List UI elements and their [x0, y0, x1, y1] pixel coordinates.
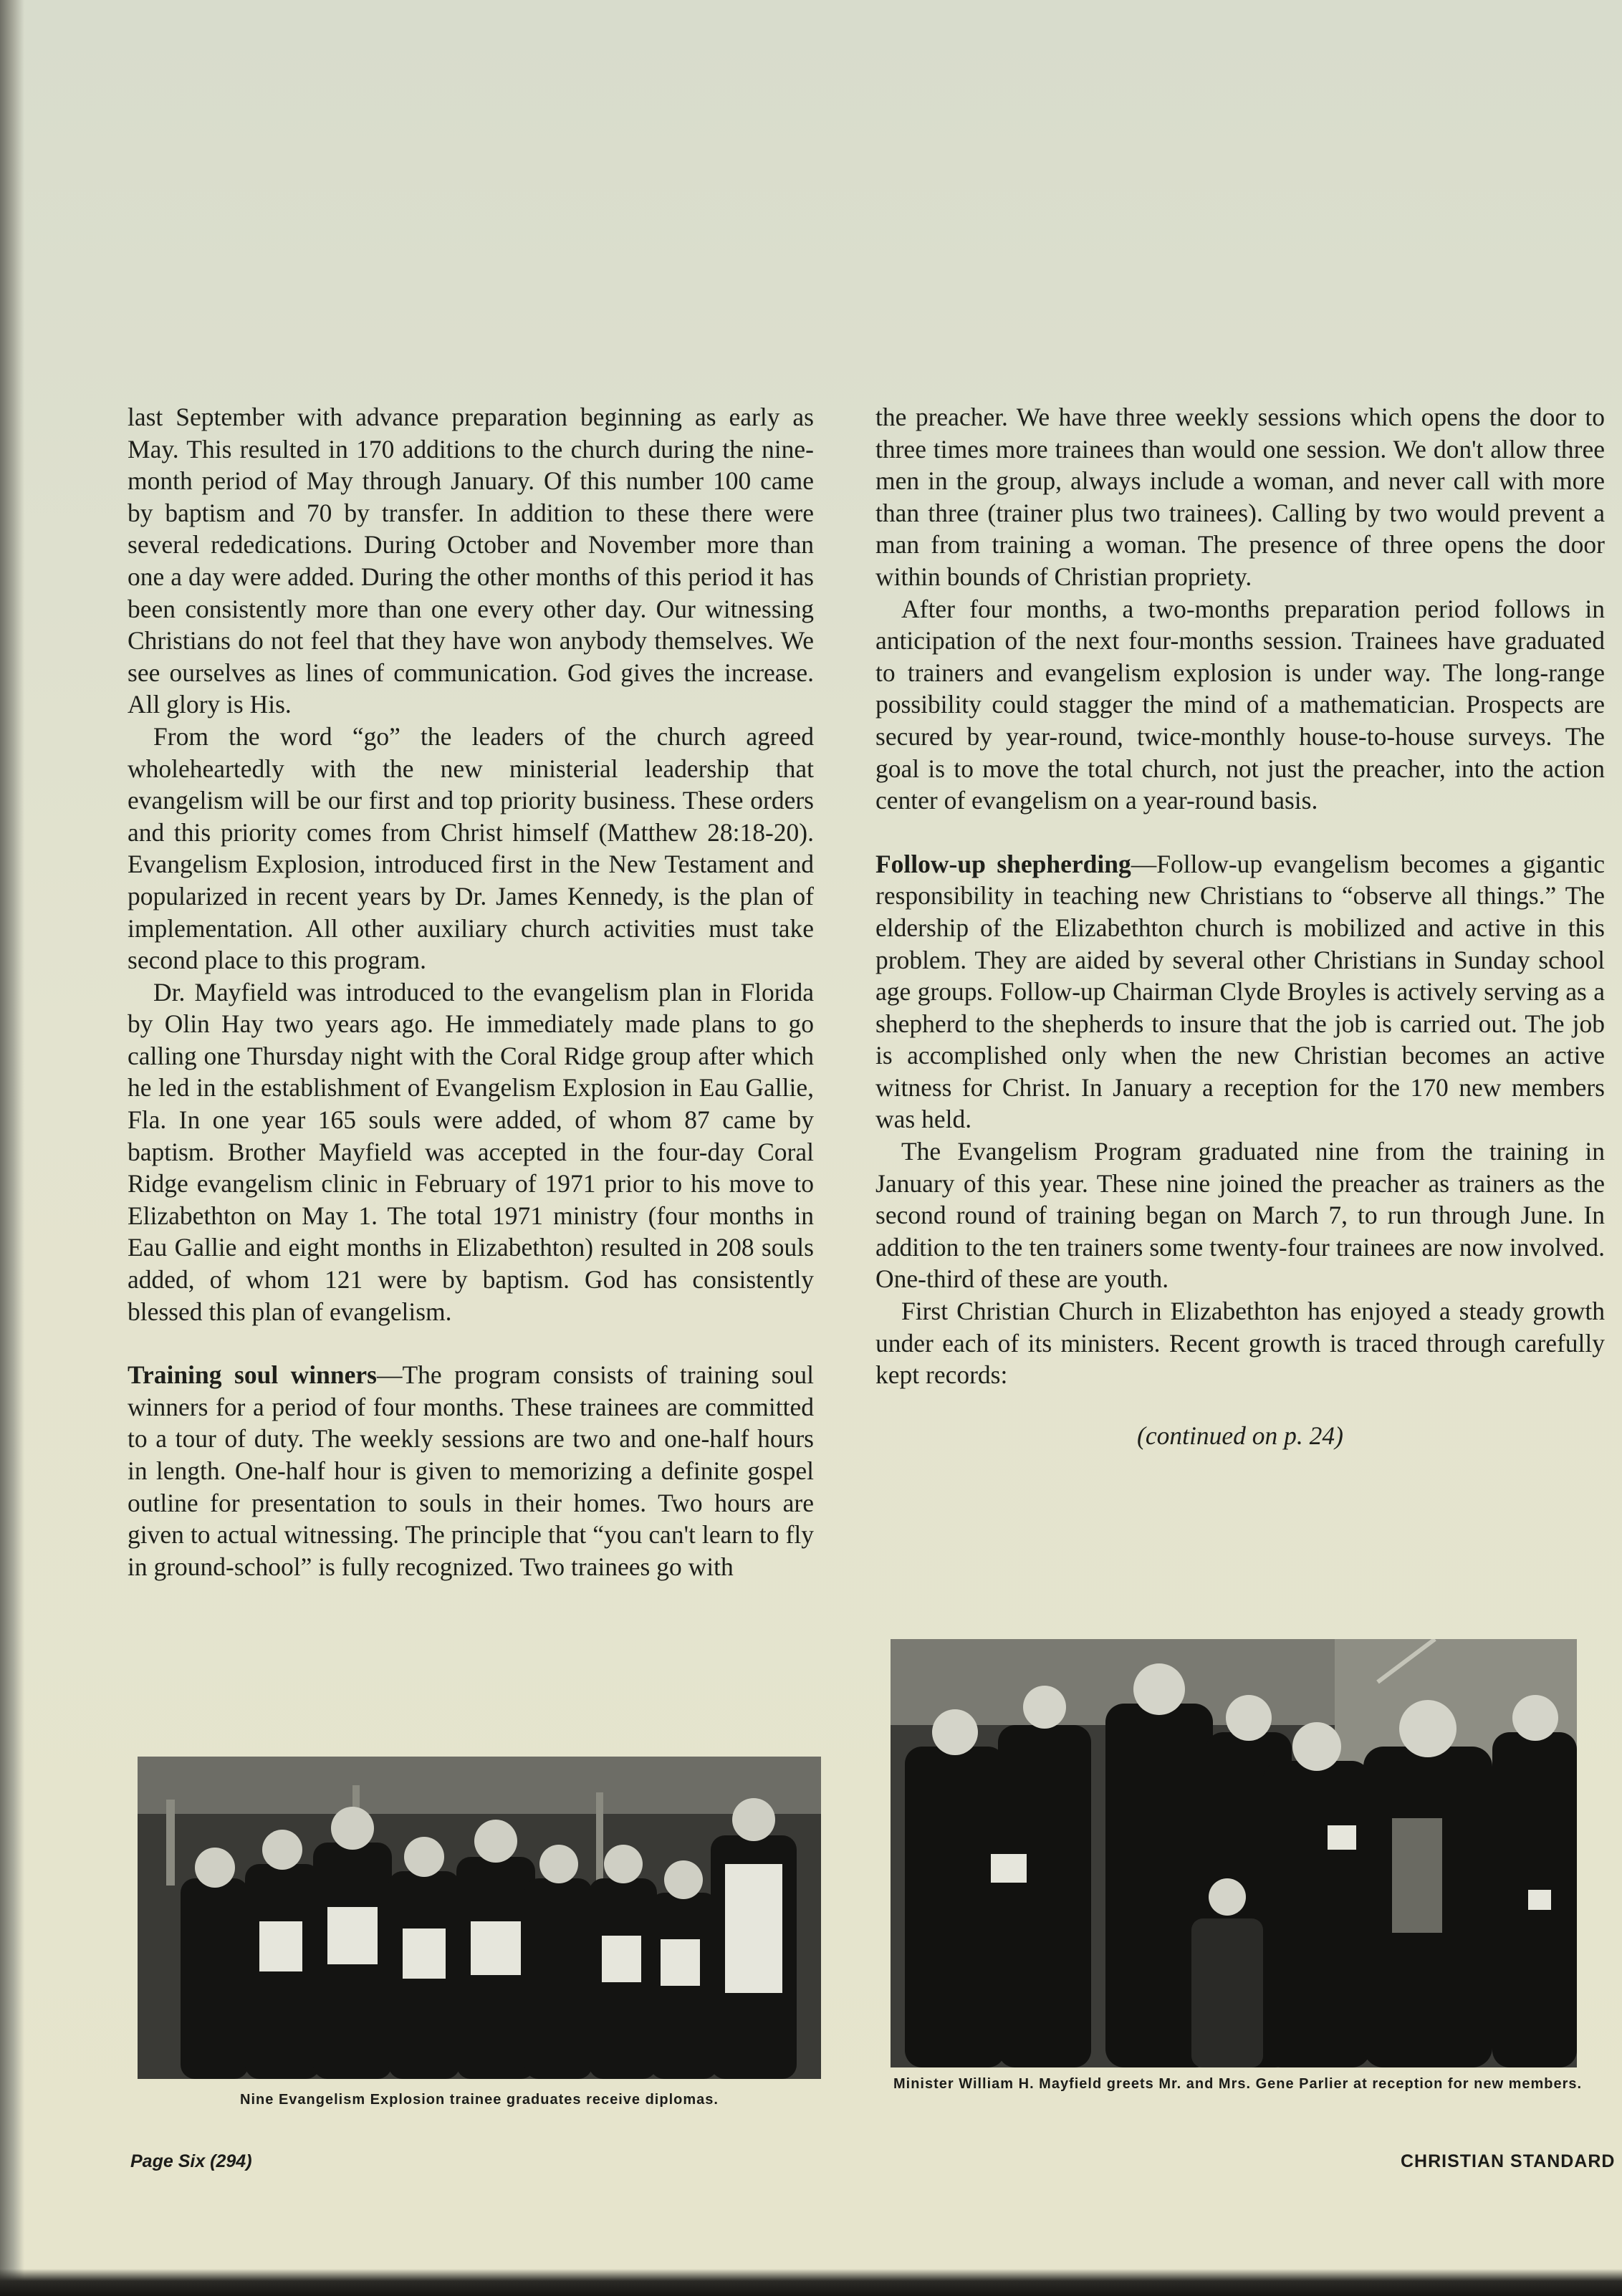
photo-caption: Minister William H. Mayfield greets Mr. and Mrs. Gene Parlier at reception for new members. — [893, 2076, 1583, 2092]
followup-section — [875, 848, 1605, 1135]
paragraph: the preacher. We have three weekly sessions which opens the door to three times more trainees than would one session. We don't allow three men in the group, always include a woman, and never call with more than three (trainer plus two trainees). Calling by two would prevent a man from training a woman. The presence of three opens the door within bounds of Christian propriety. — [875, 403, 1605, 591]
paragraph: Dr. Mayfield was introduced to the evangelism plan in Florida by Olin Hay two years ago. He immediately made plans to go calling one Thursday night with the Coral Ridge group after which he led in the establishment of Evangelism Explosion in Eau Gallie, Fla. In one year 165 souls were added, of whom 87 came by baptism. Brother Mayfield was accepted in the four-day Coral Ridge evangelism clinic in February of 1971 prior to his move to Elizabethton on May 1. The total 1971 ministry (four months in Eau Gallie and eight months in Elizabethton) resulted in 208 souls added, of whom 121 were by baptism. God has consistently blessed this plan of evangelism. — [128, 977, 814, 1326]
section-text: —Follow-up evangelism becomes a gigantic responsibility in teaching new Christians to “observe all things.” The eldership of the Elizabethton church is mobilized and active in this problem. They are aided by several other Christians in Sunday school age groups. Follow-up Chairman Clyde Broyles is actively serving as a shepherd to the shepherds to insure that the job is carried out. The job is accomplished only when the new Christian becomes an active witness for Christ. In January a reception for the 170 new members was held. — [875, 849, 1605, 1134]
graduates-photo — [138, 1757, 821, 2079]
page-edge-shadow — [0, 0, 24, 2296]
publication-name: CHRISTIAN STANDARD — [1401, 2151, 1616, 2171]
right-text-column — [875, 401, 1605, 1451]
continued-note: (continued on p. 24) — [1137, 1421, 1343, 1450]
reception-photo — [891, 1639, 1577, 2067]
page-edge-shadow — [0, 2269, 1622, 2296]
paragraph: last September with advance preparation beginning as early as May. This resulted in 170 additions to the church during the nine-month period of May through January. Of this number 100 came by baptism and 70 by transfer. In addition to these there were several rededications. During October and November more than one a day were added. During the other months of this period it has been consistently more than one every other day. Our witnessing Christians do not feel that they have won anybody themselves. We see ourselves as lines of communication. God gives the increase. All glory is His. — [128, 403, 814, 719]
paragraph: First Christian Church in Elizabethton has enjoyed a steady growth under each of its ministers. Recent growth is traced through carefully kept records: — [875, 1297, 1605, 1390]
photo-caption: Nine Evangelism Explosion trainee graduates receive diplomas. — [240, 2092, 719, 2108]
section-text: —The program consists of training soul winners for a period of four months. These trainees are committed to a tour of duty. The weekly sessions are two and one-half hours in length. One-half hour is given to memorizing a definite gospel outline for presentation to souls in their homes. Two hours are given to actual witnessing. The principle that “you can't learn to fly in ground-school” is fully recognized. Two trainees go with — [128, 1360, 814, 1581]
page-number: Page Six (294) — [130, 2151, 252, 2171]
section-heading: Follow-up shepherding — [875, 849, 1131, 878]
paragraph: The Evangelism Program graduated nine from the training in January of this year. These nine joined the preacher as trainers as the second round of training began on March 7, to run through June. In addition to the ten trainers some twenty-four trainees are now involved. One-third of these are youth. — [875, 1137, 1605, 1294]
paragraph: From the word “go” the leaders of the church agreed wholeheartedly with the new ministerial leadership that evangelism will be our first and top priority business. These orders and this priority comes from Christ himself (Matthew 28:18-20). Evangelism Explosion, introduced first in the New Testament and popularized in recent years by Dr. James Kennedy, is the plan of implementation. All other auxiliary church activities must take second place to this program. — [128, 721, 814, 975]
paragraph: After four months, a two-months preparation period follows in anticipation of the next four-months session. Trainees have graduated to trainers and evangelism explosion is under way. The long-range possibility could stagger the mind of a mathematician. Prospects are secured by year-round, twice-monthly house-to-house surveys. The goal is to move the total church, not just the preacher, into the action center of evangelism on a year-round basis. — [875, 594, 1605, 815]
section-heading: Training soul winners — [128, 1360, 377, 1390]
training-section — [128, 1359, 814, 1582]
left-text-column — [128, 401, 814, 1582]
